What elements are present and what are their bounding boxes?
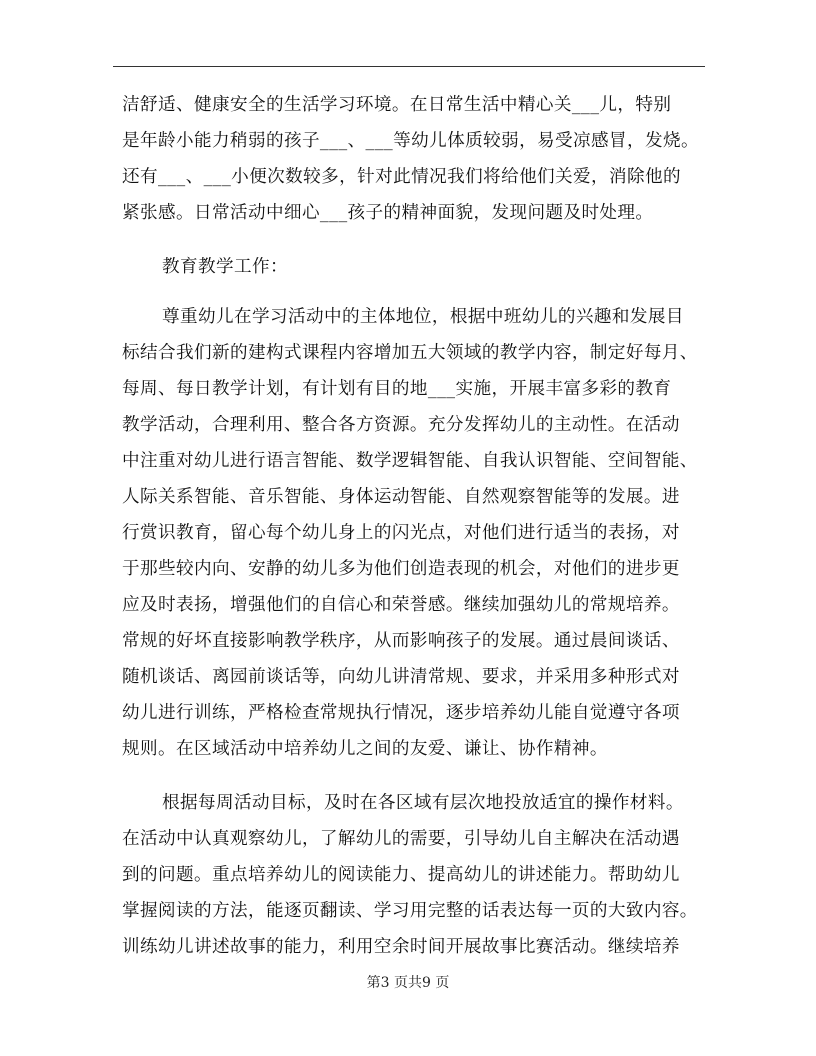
text-line: 标结合我们新的建构式课程内容增加五大领域的教学内容，制定好每月、: [122, 343, 698, 363]
section-heading: 教育教学工作：: [162, 257, 288, 277]
text-line: 是年龄小能力稍弱的孩子___、___等幼儿体质较弱，易受凉感冒，发烧。: [122, 131, 700, 151]
text-line: 人际关系智能、音乐智能、身体运动智能、自然观察智能等的发展。进: [122, 487, 680, 507]
text-line: 幼儿进行训练，严格检查常规执行情况，逐步培养幼儿能自觉遵守各项: [122, 703, 680, 723]
text-line: 在活动中认真观察幼儿，了解幼儿的需要，引导幼儿自主解决在活动遇: [122, 829, 680, 849]
text-line: 规则。在区域活动中培养幼儿之间的友爱、谦让、协作精神。: [122, 739, 608, 759]
text-line: 洁舒适、健康安全的生活学习环境。在日常生活中精心关___儿，特别: [122, 95, 672, 115]
text-line: 教学活动，合理利用、整合各方资源。充分发挥幼儿的主动性。在活动: [122, 415, 680, 435]
text-line: 到的问题。重点培养幼儿的阅读能力、提高幼儿的讲述能力。帮助幼儿: [122, 865, 680, 885]
text-line: 于那些较内向、安静的幼儿多为他们创造表现的机会，对他们的进步更: [122, 559, 680, 579]
header-rule: [113, 66, 705, 67]
text-line: 随机谈话、离园前谈话等，向幼儿讲清常规、要求，并采用多种形式对: [122, 667, 680, 687]
text-line: 应及时表扬，增强他们的自信心和荣誉感。继续加强幼儿的常规培养。: [122, 595, 680, 615]
text-line: 训练幼儿讲述故事的能力，利用空余时间开展故事比赛活动。继续培养: [122, 937, 680, 957]
text-line: 根据每周活动目标，及时在各区域有层次地投放适宜的操作材料。: [162, 793, 684, 813]
text-line: 常规的好坏直接影响教学秩序，从而影响孩子的发展。通过晨间谈话、: [122, 631, 680, 651]
text-line: 掌握阅读的方法，能逐页翻读、学习用完整的话表达每一页的大致内容。: [122, 901, 698, 921]
text-line: 中注重对幼儿进行语言智能、数学逻辑智能、自我认识智能、空间智能、: [122, 451, 698, 471]
text-line: 行赏识教育，留心每个幼儿身上的闪光点，对他们进行适当的表扬，对: [122, 523, 680, 543]
text-line: 每周、每日教学计划，有计划有目的地___实施，开展丰富多彩的教育: [122, 379, 672, 399]
page-number-footer: 第3 页共9 页: [366, 975, 450, 991]
text-line: 尊重幼儿在学习活动中的主体地位，根据中班幼儿的兴趣和发展目: [162, 307, 684, 327]
text-line: 还有___、___小便次数较多，针对此情况我们将给他们关爱，消除他的: [122, 167, 682, 187]
text-line: 紧张感。日常活动中细心___孩子的精神面貌，发现问题及时处理。: [122, 203, 654, 223]
